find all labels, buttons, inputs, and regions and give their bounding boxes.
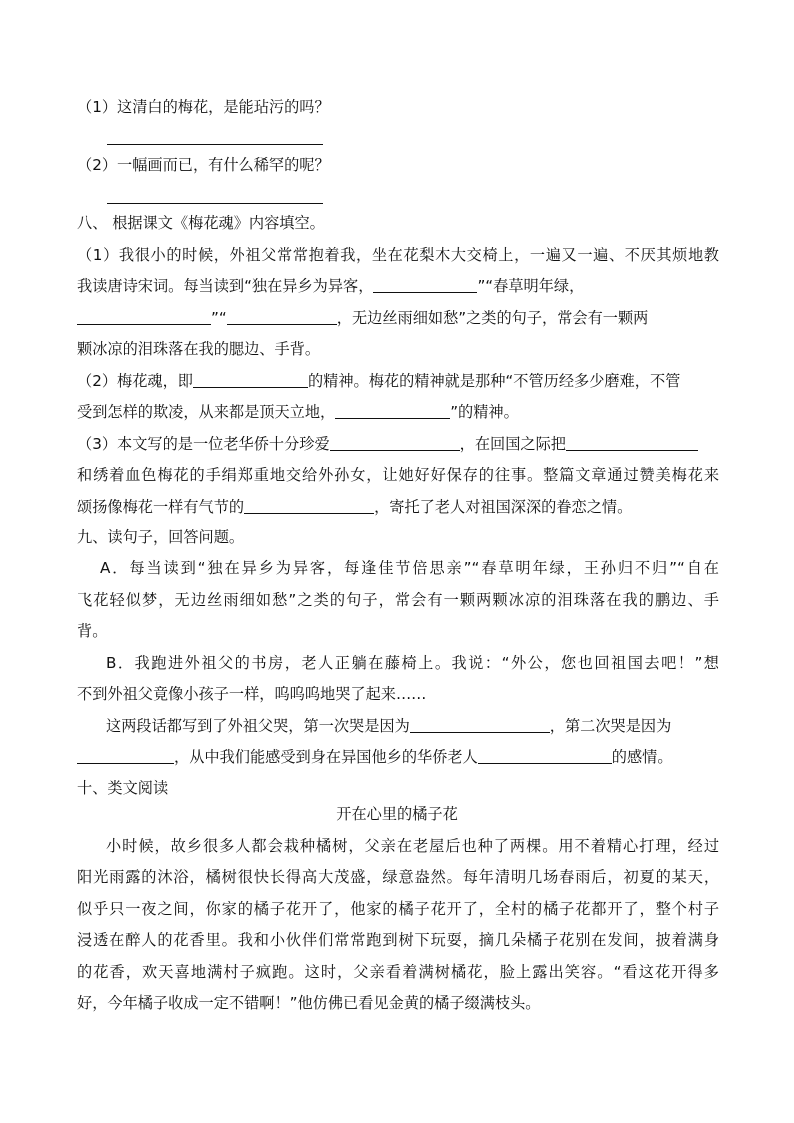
q9-a-line-3: 背。 (77, 622, 108, 640)
blank[interactable] (478, 748, 612, 764)
q7-item-2: （2）一幅画而已，有什么稀罕的呢？ (77, 156, 330, 174)
q8-p2-line-a: （2）梅花魂，即 的精神。梅花的精神就是那种“不管历经多少磨难，不管 (77, 372, 681, 390)
q9-a-line-2: 飞花轻似梦，无边丝雨细如愁”之类的句子，常会有一颗两颗冰凉的泪珠落在我的鹏边、手 (77, 591, 719, 609)
answer-line-1[interactable] (107, 144, 323, 145)
q9-question-line-2: ，从中我们能感受到身在异国他乡的华侨老人 的感情。 (77, 747, 719, 767)
blank[interactable] (373, 277, 477, 293)
blank[interactable] (244, 498, 374, 514)
q9-a-line-1: A．每当读到“独在异乡为异客，每逢佳节倍思亲”“春草明年绿，王孙归不归”“自在 (100, 559, 719, 577)
blank[interactable] (77, 309, 211, 325)
q8-heading: 八、 根据课文《梅花魂》内容填空。 (77, 214, 325, 232)
answer-line-2[interactable] (107, 203, 323, 204)
q10-heading: 十、类文阅读 (77, 779, 169, 797)
passage-line-4: 浸透在醉人的花香里。我和小伙伴们常常跑到树下玩耍，摘几朵橘子花别在发间，披着满身 (77, 931, 719, 949)
passage-line-2: 阳光雨露的沐浴，橘树很快长得高大茂盛，绿意盎然。每年清明几场春雨后，初夏的某天， (77, 868, 719, 886)
blank[interactable] (410, 717, 550, 733)
blank[interactable] (330, 435, 460, 451)
q9-heading: 九、读句子，回答问题。 (77, 528, 245, 546)
blank[interactable] (193, 372, 308, 388)
blank[interactable] (227, 309, 337, 325)
q8-p3-line-b: 和绣着血色梅花的手绢郑重地交给外孙女，让她好好保存的往事。整篇文章通过赞美梅花来 (77, 466, 719, 484)
q7-item-1: （1）这清白的梅花，是能玷污的吗？ (77, 98, 330, 116)
blank[interactable] (77, 748, 174, 764)
passage-title: 开在心里的橘子花 (336, 805, 458, 823)
q8-p2-line-b: 受到怎样的欺凌，从来都是顶天立地， ”的精神。 (77, 403, 519, 421)
q8-p1-line-d: 颗冰凉的泪珠落在我的腮边、手背。 (77, 340, 320, 358)
q8-p3-line-a: （3）本文写的是一位老华侨十分珍爱 ，在回国之际把 (77, 434, 719, 454)
q8-p1-line-b: 我读唐诗宋词。每当读到“独在异乡为异客， ”“春草明年绿， (77, 277, 585, 295)
passage-line-6: 好，今年橘子收成一定不错啊！”他仿佛已看见金黄的橘子缀满枝头。 (77, 994, 541, 1012)
q9-b-line-2: 不到外祖父竟像小孩子一样，呜呜呜地哭了起来…… (77, 685, 427, 703)
q8-p1-line-c: ”“ ，无边丝雨细如愁”之类的句子，常会有一颗两 (77, 308, 719, 328)
passage-line-5: 的花香，欢天喜地满村子疯跑。这时，父亲看着满树橘花，脸上露出笑容。“看这花开得多 (77, 963, 719, 981)
q8-p1-line-a: （1）我很小的时候，外祖父常常抱着我，坐在花梨木大交椅上，一遍又一遍、不厌其烦地教 (77, 246, 719, 264)
blank[interactable] (335, 403, 450, 419)
passage-line-1: 小时候，故乡很多人都会栽种橘树，父亲在老屋后也种了两棵。用不着精心打理，经过 (106, 837, 719, 855)
q9-b-line-1: B．我跑进外祖父的书房，老人正躺在藤椅上。我说：“外公，您也回祖国去吧！”想 (106, 654, 719, 672)
q9-question-line-1: 这两段话都写到了外祖父哭，第一次哭是因为 ，第二次哭是因为 (106, 717, 672, 735)
q8-p3-line-c: 颂扬像梅花一样有气节的 ，寄托了老人对祖国深深的眷恋之情。 (77, 498, 633, 516)
blank[interactable] (566, 435, 698, 451)
passage-line-3: 似乎只一夜之间，你家的橘子花开了，他家的橘子花开了，全村的橘子花都开了，整个村子 (77, 900, 719, 918)
